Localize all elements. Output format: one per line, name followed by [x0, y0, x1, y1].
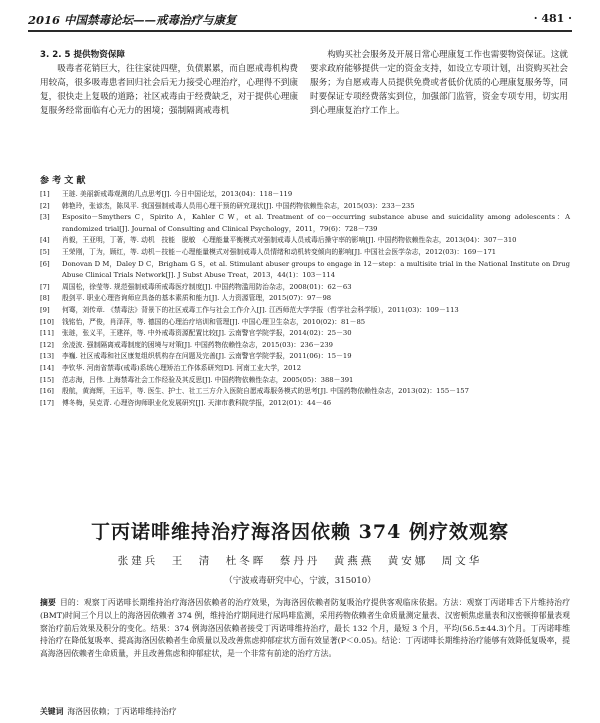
left-column: [40, 48, 298, 118]
journal-title: 2016 中国禁毒论坛——戒毒治疗与康复: [28, 13, 237, 27]
reference-number: [10]: [40, 317, 54, 326]
reference-number: [9]: [40, 305, 50, 314]
reference-number: [14]: [40, 363, 54, 372]
reference-text: Esposito－Smythers C，Spirito A，Kahler C W，et al. Treatment of co－occurring substance abuse and suicidality among adolescents：A randomized trial[J]. Journal of Consulting and Clinical Psychology，2011，79(6)：728－739: [62, 213, 570, 233]
keywords-text: 海洛因依赖；丁丙诺啡维持治疗: [67, 707, 177, 716]
abstract: [40, 597, 570, 661]
running-header: [28, 10, 572, 32]
reference-item: [40, 305, 570, 317]
reference-text: 李巍. 社区戒毒和社区康复组织机构存在问题及完善[J]. 云南警官学院学报，2011(06)：15－19: [62, 352, 352, 361]
reference-number: [15]: [40, 375, 54, 384]
right-column: [310, 48, 568, 118]
authors: 张建兵 王 清 杜冬晖 蔡丹丹 黄燕燕 黄安娜 周文华: [117, 555, 483, 567]
reference-item: [40, 212, 570, 235]
references-title: 参 考 文 献: [40, 176, 86, 186]
right-paragraph: 构购买社会服务及开展日常心理康复工作也需要物资保证。这就要求政府能够提供一定的资金支持，如设立专项计划，出资购买社会服务；为自愿戒毒人员提供免费或者低价优质的心理康复服务等，同时要保证专项经费落实到位，加强部门监管，资金专项专用，切实用到心理康复治疗工作上。: [310, 50, 568, 116]
reference-text: 王琏. 美丽新戒毒观测的几点思考[J]. 今日中国论坛，2013(04)：118－119: [62, 190, 293, 198]
reference-text: 傅冬梅，吴克青. 心理咨询师职业化发展研究[J]. 天津市教科院学报，2012(01)：44－46: [62, 398, 332, 407]
reference-text: 范志海，吕伟. 上海禁毒社会工作经验及其反思[J]. 中国药物依赖性杂志，2005(05)：388－391: [62, 375, 354, 384]
page-number: · 481 ·: [533, 12, 572, 25]
reference-item: [40, 375, 570, 387]
reference-text: 李钦华. 河南省禁毒(戒毒)系统心理矫治工作体系研究[D]. 河南工业大学，2012: [62, 363, 302, 372]
section-title: 3. 2. 5 提供物资保障: [40, 50, 126, 60]
header-rule: [28, 30, 572, 32]
abstract-label: 摘要: [40, 598, 56, 607]
keywords-label: 关键词: [40, 707, 64, 716]
reference-item: [40, 398, 570, 410]
reference-text: 肖毅，王亚明，丁著，等. 动机 技能 脱敏 心理能量平衡模式对强制戒毒人员戒毒后操守率的影响[J]. 中国药物依赖性杂志，2013(04)：307－310: [62, 236, 517, 245]
reference-item: [40, 386, 570, 398]
reference-item: [40, 317, 570, 329]
reference-item: [40, 328, 570, 340]
reference-number: [8]: [40, 294, 50, 303]
reference-number: [6]: [40, 259, 50, 268]
reference-item: [40, 363, 570, 375]
reference-text: 韩艳玲，张谚杰，陈凤平. 我国强制戒毒人员用心理干预的研究现状[J]. 中国药物依赖性杂志，2015(03)：233－235: [62, 201, 415, 210]
reference-text: 张琏，张义平，王建祥，等. 中外戒毒资源配置比较[J]. 云南警官学院学报，2014(02)：25－30: [62, 329, 352, 338]
reference-item: [40, 235, 570, 247]
reference-text: 钱铭怡，严俊，肖泽萍，等. 德国的心理治疗培训和管理[J]. 中国心理卫生杂志，2010(02)：81－85: [62, 317, 366, 326]
reference-item: [40, 340, 570, 352]
keywords: [40, 706, 570, 718]
reference-item: [40, 189, 570, 201]
reference-text: 殷剑平. 职业心理咨询师应具备的基本素质和能力[J]. 人力资源管理，2015(07)：97－98: [62, 294, 332, 303]
reference-item: [40, 201, 570, 213]
reference-text: 王荣刚，丁为，顾红，等. 动机－技能－心理能量模式对强制戒毒人员情绪和动机转变倾向的影响[J]. 中国社会医学杂志，2012(03)：169－171: [62, 247, 497, 256]
affiliation: （宁波戒毒研究中心，宁波，315010）: [224, 576, 376, 586]
article-title: 丁丙诺啡维持治疗海洛因依赖 374 例疗效观察: [91, 521, 509, 543]
reference-number: [13]: [40, 352, 54, 361]
reference-number: [12]: [40, 340, 54, 349]
reference-text: 周国松，徐莹等. 规范强制戒毒所戒毒医疗制度[J]. 中国药物滥用防治杂志，2008(01)：62－63: [62, 282, 352, 291]
reference-text: 何骞，刘传章. 《禁毒法》背景下的社区戒毒工作与社会工作介入[J]. 江西师范大学学报（哲学社会科学版），2011(03)：109－113: [62, 305, 459, 314]
reference-number: [3]: [40, 213, 50, 222]
reference-number: [5]: [40, 247, 50, 256]
reference-number: [17]: [40, 398, 54, 407]
reference-item: [40, 247, 570, 259]
reference-number: [16]: [40, 387, 54, 396]
reference-item: [40, 282, 570, 294]
references-list: [40, 189, 570, 409]
reference-number: [11]: [40, 329, 54, 338]
reference-text: 殷航，黄海辉，王远平，等. 医生、护士、社工三方介入医院自愿戒毒服务模式的思考[J]. 中国药物依赖性杂志，2013(02)：155－157: [62, 387, 469, 396]
reference-number: [2]: [40, 201, 50, 210]
reference-text: 余凌波. 强制隔离戒毒制度的困境与对策[J]. 中国药物依赖性杂志，2015(03)：236－239: [62, 340, 333, 349]
reference-item: [40, 259, 570, 282]
left-paragraph: 吸毒者花销巨大，往往家徒四壁，负债累累，而自愿戒毒机构费用较高，很多吸毒患者回归社会后无力接受心理治疗，心理得不到康复，很快走上复吸的道路；社区戒毒由于经费缺乏，对于提供心理康复服务经常面临有心无力的困境；强制隔离戒毒机: [40, 64, 298, 116]
reference-text: Donovan D M，Daley D C，Brigham G S，et al. Stimulant abuser groups to engage in 12－step：a multisite trial in the National Institute on Drug Abuse Clinical Trials Network[J]. J Subst Abuse Treat，2013，44(1)：103－114: [62, 259, 570, 280]
reference-item: [40, 351, 570, 363]
reference-number: [4]: [40, 236, 50, 245]
reference-number: [7]: [40, 282, 50, 291]
reference-item: [40, 293, 570, 305]
reference-number: [1]: [40, 190, 50, 198]
abstract-text: 目的：观察丁丙诺啡长期维持治疗海洛因依赖者的治疗效果，为海洛因依赖者防复吸治疗提供客观临床依据。方法：观察丁丙诺啡舌下片维持治疗(BMT)时间三个月以上的海洛因依赖者 374 例，维持治疗期间进行尿吗啡监测，采用药物依赖者生命质量测定量表、汉密顿焦虑量表和汉密顿抑郁量表观察治疗前后效果及积分的变化。结果：374 例海洛因依赖者接受丁丙诺啡维持治疗，最长 132 个月，最短 3 个月，平均(56.5±44.3)个月。丁丙诺啡维持治疗在降低复吸率、提高海洛因依赖者生命质量以及改善焦虑抑郁症状方面有效显著(P＜0.05)。结论：丁丙诺啡长期维持治疗能够有效降低复吸率，提高海洛因依赖者生命质量，并且改善焦虑和抑郁症状，是一个非常有前途的治疗方法。: [40, 598, 571, 659]
